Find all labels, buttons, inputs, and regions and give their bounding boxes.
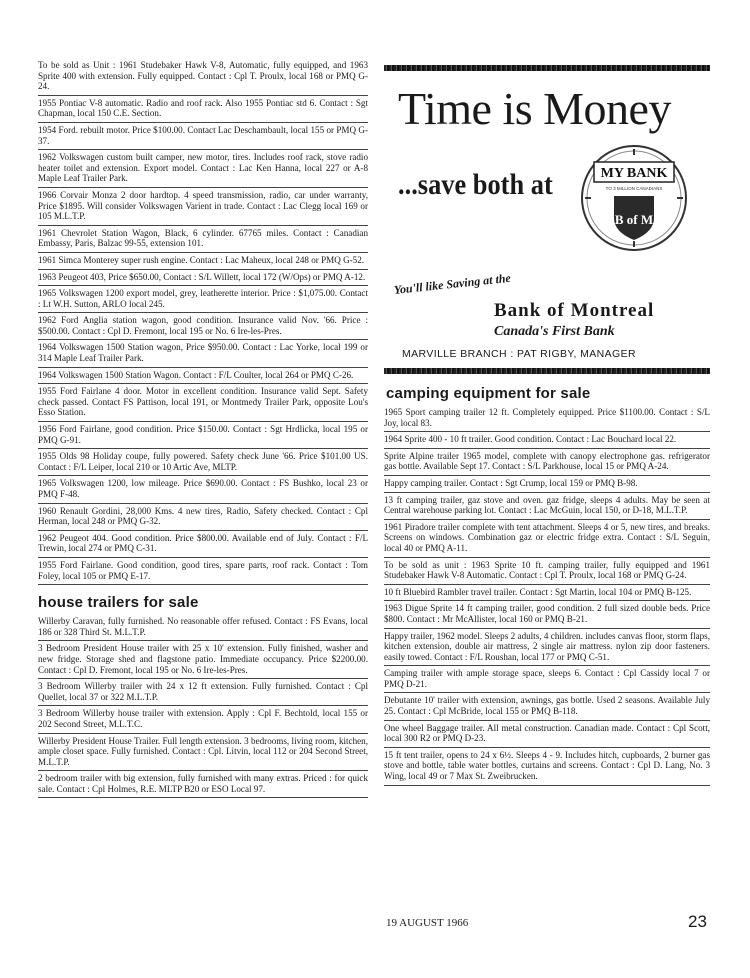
- classified-ad: 13 ft camping trailer, gaz stove and oven. gaz fridge, sleeps 4 adults. May be seen at Central warehouse parking lot. Contact : Lac McGuin, local 150, or D-18, M.L.T.P.: [384, 493, 710, 520]
- classified-ad: Happy trailer, 1962 model. Sleeps 2 adults, 4 children. includes canvas floor, storm flaps, kitchen extension, double air mattress, 2 single air mattress. nylon zip door fasteners. easily towed. Contact : F/L Roushan, local 177 or PMQ C-51.: [384, 629, 710, 667]
- ad-subline: ...save both at: [398, 168, 553, 201]
- classified-ad: 1955 Olds 98 Holiday coupe, fully powered. Safety check June '66. Price $101.00 US. Contact : F/L Leiper, local 210 or 10 Artic Ave, MLTP.: [38, 449, 368, 476]
- classified-ad: 1960 Renault Gordini, 28,000 Kms. 4 new tires, Radio, Safety checked. Contact : Cpl Herman, local 248 or PMQ G-32.: [38, 504, 368, 531]
- classified-ad: 1963 Digue Sprite 14 ft camping trailer, good condition. 2 full sized double beds. Price $800. Contact : Mr McAllister, local 160 or PMQ B-21.: [384, 601, 710, 628]
- classified-ad: 2 bedroom trailer with big extension, fully furnished with many extras. Priced : for quick sale. Contact : Cpl Holmes, R.E. MLTP B20 or ESO Local 97.: [38, 771, 368, 798]
- classified-ad: Willerby President House Trailer. Full length extension. 3 bedrooms, living room, kitchen, ample closet space. Fully furnished. Contact : Cpl. Litvin, local 112 or 204 Second Street, M.L.T.P.: [38, 734, 368, 772]
- clock-small-text: TO 3 MILLION CANADIANS: [605, 186, 663, 191]
- classified-ad: Camping trailer with ample storage space, sleeps 6. Contact : Cpl Cassidy local 7 or PMQ D-21.: [384, 666, 710, 693]
- classified-ad: To be sold as unit : 1963 Sprite 10 ft. camping trailer, fully equipped and 1961 Studebaker Hawk V-8 Automatic. Contact : Cpl T. Proulx, local 168 or PMQ G-24.: [384, 558, 710, 585]
- house-trailer-ads-list: [38, 616, 368, 798]
- classified-ad: 3 Bedroom Willerby trailer with 24 x 12 ft extension. Fully furnished. Contact : Cpl Quellet, local 37 or 322 M.L.T.P.: [38, 679, 368, 706]
- classified-ad: 1965 Volkswagen 1200, low mileage. Price $690.00. Contact : FS Bushko, local 23 or PMQ F-48.: [38, 476, 368, 503]
- classified-ad: 1961 Simca Monterey super rush engine. Contact : Lac Maheux, local 248 or PMQ G-52.: [38, 253, 368, 270]
- ad-bank-name: Bank of Montreal: [494, 300, 655, 321]
- classified-ad: 1963 Peugeot 403, Price $650.00, Contact : S/L Willett, local 172 (W/Ops) or PMQ A-12.: [38, 270, 368, 287]
- page-number: 23: [688, 912, 707, 931]
- classified-ad: Sprite Alpine trailer 1965 model, complete with canopy electrophone gas. refrigerator gas bottle. Available Sept 17. Contact : S/L Parkhouse, local 15 or PMQ A-24.: [384, 449, 710, 476]
- ad-bottom-border: [384, 368, 710, 374]
- ad-headline: Time is Money: [398, 83, 671, 134]
- classified-ad: 1962 Peugeot 404. Good condition. Price $800.00. Available end of July. Contact : F/L Trewin, local 274 or PMQ C-31.: [38, 531, 368, 558]
- classified-ad: 1956 Ford Fairlane, good condition. Price $150.00. Contact : Sgt Hrdlicka, local 195 or PMQ G-91.: [38, 422, 368, 449]
- clock-badge-text: MY BANK: [600, 166, 668, 181]
- camping-ads-list: [384, 407, 710, 786]
- classified-ad: 1954 Ford. rebuilt motor. Price $100.00. Contact Lac Deschambault, local 155 or PMQ G-37.: [38, 123, 368, 150]
- car-ads-list: [38, 60, 368, 585]
- classified-ad: Debutante 10' trailer with extension, awnings, gas bottle. Used 2 seasons. Available July 25. Contact : Cpl McBride, local 155 or PMQ B-118.: [384, 693, 710, 720]
- classified-ad: 1964 Sprite 400 - 10 ft trailer. Good condition. Contact : Lac Bouchard local 22.: [384, 432, 710, 449]
- ad-branch-line: MARVILLE BRANCH : PAT RIGBY, MANAGER: [402, 348, 636, 360]
- classified-ad: One wheel Baggage trailer. All metal construction. Canadian made. Contact : Cpl Scott, local 300 R2 or PMQ D-23.: [384, 721, 710, 748]
- classified-ad: 3 Bedroom Willerby house trailer with extension. Apply : Cpl F. Bechtold, local 155 or 202 Second Street, M.L.T.C.: [38, 706, 368, 733]
- ad-slogan: You'll like Saving at the: [393, 270, 512, 297]
- classified-ad: 1965 Sport camping trailer 12 ft. Completely equipped. Price $1100.00. Contact : S/L Joy, local 83.: [384, 407, 710, 432]
- classified-ad: 3 Bedroom President House trailer with 25 x 10' extension. Fully finished, washer and new fridge. Storage shed and flagstone patio. Immediate occupancy. Price $2200.00. Contact : Cpl D. Fremont, local 195 or No. 6 Ire-les-Pres.: [38, 641, 368, 679]
- classified-ad: 1955 Pontiac V-8 automatic. Radio and roof rack. Also 1955 Pontiac std 6. Contact : Sgt Chapman, local 150 C.E. Section.: [38, 96, 368, 123]
- camping-heading: camping equipment for sale: [386, 385, 591, 402]
- clock-logo-icon: [580, 144, 688, 252]
- ad-tagline: Canada's First Bank: [494, 324, 615, 339]
- classified-ad: 15 ft tent trailer, opens to 24 x 6½. Sleeps 4 - 9. Includes hitch, cupboards, 2 burner gas stove and bottle, table water bottles, curtains and screens. Contact : Cpl D. Lang, No. 3 Wing, local 49 or 7 Max St. Zweibrucken.: [384, 748, 710, 786]
- bank-advertisement: [384, 60, 710, 373]
- classified-ad: 1966 Corvair Monza 2 door hardtop. 4 speed transmission, radio, car under warranty, Price $1895. Will consider Volkswagen Varient in trade. Contact : Lac Clegg local 169 or 105 M.L.T.P.: [38, 188, 368, 226]
- left-column: [38, 60, 368, 798]
- house-trailers-heading: house trailers for sale: [38, 594, 199, 612]
- classified-ad: 1955 Ford Fairlane. Good condition, good tires, spare parts, roof rack. Contact : Tom Foley, local 105 or PMQ E-17.: [38, 558, 368, 585]
- clock-logo-text: B of M: [614, 212, 654, 227]
- classified-ad: 1961 Piradore trailer complete with tent attachment. Sleeps 4 or 5, new tires, and breaks. Screens on windows. Combination gaz or electric fridge extra. Contact : S/L Seguin, local 40 or PMQ A-11.: [384, 520, 710, 558]
- classified-ad: 1964 Volkswagen 1500 Station Wagon. Contact : F/L Coulter, local 264 or PMQ C-26.: [38, 368, 368, 385]
- ad-top-border: [384, 65, 710, 71]
- right-column: [384, 60, 710, 786]
- classified-ad: 10 ft Bluebird Rambler travel trailer. Contact : Sgt Martin, local 104 or PMQ B-125.: [384, 585, 710, 602]
- classified-ad: 1955 Ford Fairlane 4 door. Motor in excellent condition. Insurance valid Sept. Safety check passed. Contact FS Pattison, local 191, or Montmedy Trailer Park, opposite Lou's Esso Station.: [38, 384, 368, 422]
- classified-ad: 1962 Volkswagen custom built camper, new motor, tires. Includes roof rack, stove radio heater toilet and extension. Export model. Contact : Lac Ken Hanna, local 227 or A-8 Maple Leaf Trailer Park.: [38, 150, 368, 188]
- classified-ad: 1962 Ford Anglia station wagon, good condition. Insurance valid Nov. '66. Price : $500.00. Contact : Cpl D. Fremont, local 195 or No. 6 Ire-les-Pres.: [38, 313, 368, 340]
- classified-ad: 1961 Chevrolet Station Wagon, Black, 6 cylinder. 67765 miles. Contact : Canadian Embassy, Paris, Balzac 99-55, extension 101.: [38, 226, 368, 253]
- classified-ad: To be sold as Unit : 1961 Studebaker Hawk V-8, Automatic, fully equipped, and 1963 Sprite 400 with extension. Fully equipped. Contact : Cpl T. Proulx, local 168 or PMQ G-24.: [38, 60, 368, 96]
- classified-ad: 1964 Volkswagen 1500 Station wagon, Price $950.00. Contact : Lac Yorke, local 199 or 314 Maple Leaf Trailer Park.: [38, 340, 368, 367]
- classified-ad: 1965 Volkswagen 1200 export model, grey, leatherette interior. Price : $1,075.00. Contact : Lt W.H. Sutton, ARLO local 245.: [38, 286, 368, 313]
- classified-ad: Willerby Caravan, fully furnished. No reasonable offer refused. Contact : FS Evans, local 186 or 328 Third St. M.L.T.P.: [38, 616, 368, 641]
- classified-ad: Happy camping trailer. Contact : Sgt Crump, local 159 or PMQ B-98.: [384, 476, 710, 493]
- footer-date: 19 AUGUST 1966: [386, 917, 469, 929]
